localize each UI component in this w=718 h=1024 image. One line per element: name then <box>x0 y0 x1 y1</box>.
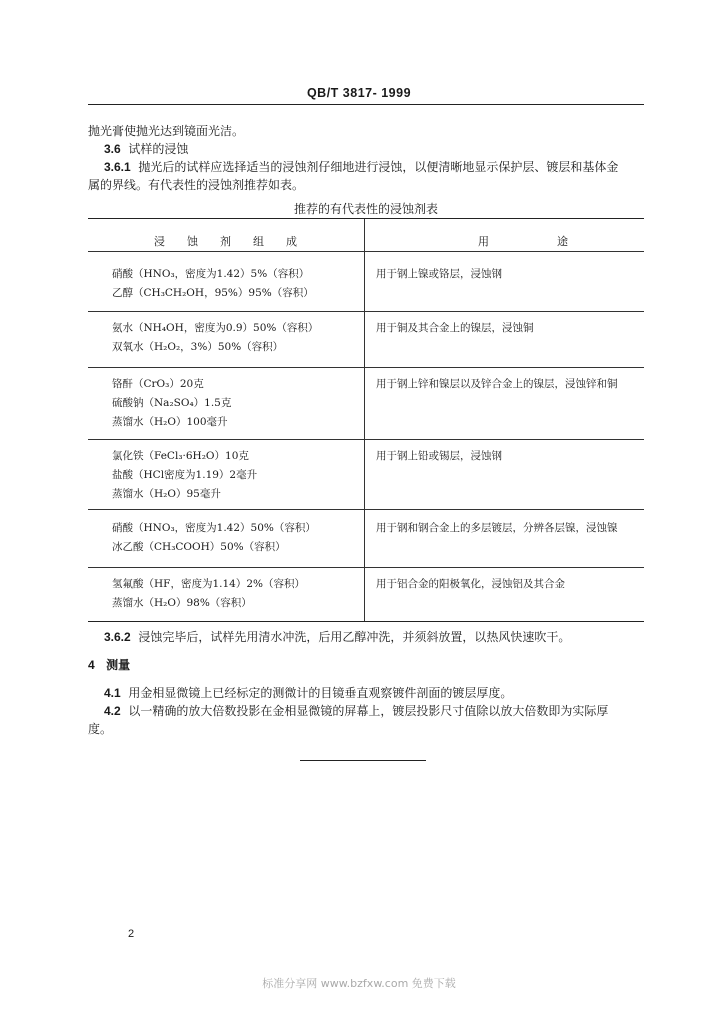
composition-line: 盐酸（HCl密度为1.19）2毫升 <box>112 469 258 481</box>
header-rule-row <box>88 251 644 252</box>
section-number: 4.2 <box>104 704 121 718</box>
section-number: 4.1 <box>104 686 121 700</box>
section-number: 4 <box>88 658 95 672</box>
paragraph-continuation: 抛光膏使抛光达到镜面光洁。 <box>88 124 245 138</box>
row-divider <box>88 367 644 368</box>
section-3-6-1-line-2: 属的界线。有代表性的浸蚀剂推荐如表。 <box>88 178 305 192</box>
composition-line: 氯化铁（FeCl₃·6H₂O）10克 <box>112 450 249 462</box>
section-number: 3.6.1 <box>104 160 131 174</box>
standard-code-header: QB/T 3817- 1999 <box>306 86 412 100</box>
composition-line: 蒸馏水（H₂O）98%（容积） <box>112 597 252 609</box>
section-4-heading <box>88 656 130 674</box>
composition-line: 硫酸钠（Na₂SO₄）1.5克 <box>112 397 232 409</box>
composition-line: 蒸馏水（H₂O）95毫升 <box>112 488 221 500</box>
composition-line: 氨水（NH₄OH，密度为0.9）50%（容积） <box>112 322 319 334</box>
section-number: 3.6.2 <box>104 630 131 644</box>
column-header-composition: 浸蚀剂组成 <box>154 235 319 248</box>
usage-text: 用于钢上铅或锡层，浸蚀钢 <box>376 450 502 462</box>
section-3-6-1-line-1 <box>104 158 618 176</box>
row-divider <box>88 311 644 312</box>
section-title: 测量 <box>106 658 131 672</box>
row-divider <box>88 567 644 568</box>
composition-line: 蒸馏水（H₂O）100毫升 <box>112 416 228 428</box>
composition-line: 双氧水（H₂O₂，3%）50%（容积） <box>112 341 284 353</box>
usage-text: 用于钢和钢合金上的多层镀层，分辨各层镍，浸蚀镍 <box>376 522 618 534</box>
paragraph-text: 抛光后的试样应选择适当的浸蚀剂仔细地进行浸蚀，以便清晰地显示保护层、镀层和基体金 <box>138 160 619 174</box>
paragraph-text: 以一精确的放大倍数投影在金相显微镜的屏幕上，镀层投影尺寸值除以放大倍数即为实际厚 <box>128 704 609 718</box>
column-header-usage: 用途 <box>478 235 636 248</box>
section-3-6-2 <box>104 628 570 646</box>
composition-line: 氢氟酸（HF，密度为1.14）2%（容积） <box>112 578 305 590</box>
composition-line: 铬酐（CrO₃）20克 <box>112 378 204 390</box>
composition-line: 硝酸（HNO₃，密度为1.42）5%（容积） <box>112 268 310 280</box>
paragraph-text: 浸蚀完毕后，试样先用清水冲洗，后用乙醇冲洗，并须斜放置，以热风快速吹干。 <box>138 630 571 644</box>
section-4-1 <box>104 684 512 702</box>
header-rule <box>88 104 644 105</box>
usage-text: 用于铝合金的阳极氧化，浸蚀铝及其合金 <box>376 578 565 590</box>
section-4-2-line-2: 度。 <box>88 722 113 736</box>
usage-text: 用于铜及其合金上的镍层，浸蚀铜 <box>376 322 534 334</box>
page-number: 2 <box>128 928 135 940</box>
composition-line: 冰乙酸（CH₃COOH）50%（容积） <box>112 541 286 553</box>
section-4-2-line-1 <box>104 702 608 720</box>
section-number: 3.6 <box>104 142 121 156</box>
usage-text: 用于钢上镍或铬层，浸蚀钢 <box>376 268 502 280</box>
row-divider <box>88 439 644 440</box>
composition-line: 乙醇（CH₃CH₂OH，95%）95%（容积） <box>112 287 314 299</box>
paragraph-text: 用金相显微镜上已经标定的测微计的目镜垂直观察镀件剖面的镀层厚度。 <box>128 686 513 700</box>
end-rule <box>300 760 426 761</box>
row-divider <box>88 509 644 510</box>
column-divider <box>364 219 365 621</box>
composition-line: 硝酸（HNO₃，密度为1.42）50%（容积） <box>112 522 316 534</box>
etchant-table <box>88 218 644 622</box>
usage-text: 用于钢上锌和镍层以及锌合金上的镍层，浸蚀锌和铜 <box>376 378 618 390</box>
table-caption: 推荐的有代表性的浸蚀剂表 <box>293 202 438 216</box>
section-title: 试样的浸蚀 <box>128 142 189 156</box>
section-3-6-heading <box>104 140 188 158</box>
watermark-text: 标准分享网 www.bzfxw.com 免费下载 <box>262 977 456 990</box>
